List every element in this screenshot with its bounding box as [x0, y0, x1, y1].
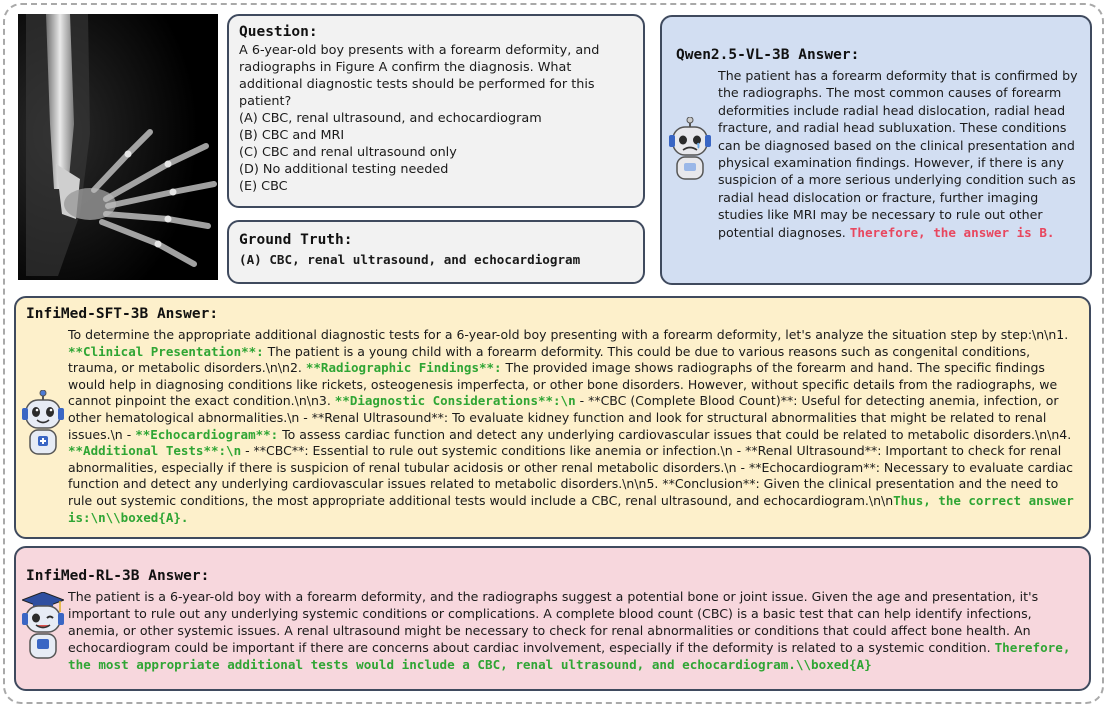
- option-c: (C) CBC and renal ultrasound only: [239, 145, 457, 160]
- robot-icon: [22, 390, 64, 462]
- question-text: A 6-year-old boy presents with a forearm deformity, and radiographs in Figure A confirm the diagnosis. What additional diagnostic tests should be performed for this patient?: [239, 43, 600, 109]
- qwen-conclusion: Therefore, the answer is B.: [849, 224, 1055, 240]
- sft-conclusion: Thus, the correct answer is:\n\\boxed{A}.: [68, 492, 1074, 525]
- sft-title: InfiMed-SFT-3B Answer:: [26, 306, 219, 322]
- sft-answer-text: To determine the appropriate additional diagnostic tests for a 6-year-old boy presenting with a forearm deformity, let's analyze the situation step by step:\n\n1. **Clinical Presentation**: The patient is a young child with a forearm deformity. This could be due to various reasons such as congenital conditions, trauma, or metabolic disorders.\n\n2. **Radiographic Findings**: The provided image shows radiographs of the forearm and hand. The specific findings would help in diagnosing conditions like rickets, osteogenesis imperfecta, or other bone disorders. However, without specific details from the radiographs, we cannot pinpoint the exact condition.\n\n3. **Diagnostic Considerations**:\n - **CBC (Complete Blood Count)**: Useful for detecting anemia, infection, or other hematological abnormalities.\n - **Renal Ultrasound**: To evaluate kidney function and look for structural abnormalities that might be related to renal issues.\n - **Echocardiogram**: To assess cardiac function and detect any underlying cardiovascular issues that could be related to metabolic disorders.\n\n4. **Additional Tests**:\n - **CBC**: Essential to rule out systemic conditions like anemia or infection.\n - **Renal Ultrasound**: Important to check for renal abnormalities, especially if there is suspicion of renal tubular acidosis or other renal metabolic disorders.\n - **Echocardiogram**: Necessary to evaluate cardiac function and detect any underlying cardiovascular issues related to metabolic disorders.\n\n5. **Conclusion**: Given the clinical presentation and the need to rule out systemic conditions, the most appropriate additional tests would include a CBC, renal ultrasound, and echocardiogram.\n\nThus, the correct answer is:\n\\boxed{A}.: [68, 327, 1074, 525]
- question-box: [227, 14, 645, 208]
- ground-truth-answer: (A) CBC, renal ultrasound, and echocardiogram: [239, 252, 581, 267]
- sft-highlight-clinical: **Clinical Presentation**:: [68, 343, 264, 359]
- graduate-robot-icon: [22, 592, 64, 664]
- qwen-answer-box: [660, 15, 1092, 285]
- rl-answer-text: The patient is a 6-year-old boy with a forearm deformity, and the radiographs suggest a potential bone or joint issue. Given the age and presentation, it's important to rule out any underlying systemic conditions or complications. A complete blood count (CBC) is a basic test that can help identify infections, anemia, or other systemic issues. A renal ultrasound might be necessary to check for renal abnormalities or conditions that could affect bone health. An echocardiogram could be important if there are concerns about cardiac involvement, especially if the deformity is related to a systemic condition. Therefore, the most appropriate additional tests would include a CBC, renal ultrasound, and echocardiogram.\\boxed{A}: [68, 589, 1071, 672]
- ground-truth-box: [227, 220, 645, 284]
- sft-highlight-radiographic: **Radiographic Findings**:: [305, 360, 502, 376]
- sft-answer-box: [14, 296, 1091, 539]
- option-e: (E) CBC: [239, 179, 288, 194]
- rl-answer-box: [14, 546, 1091, 691]
- sad-robot-icon: [668, 117, 712, 187]
- qwen-title: Qwen2.5-VL-3B Answer:: [676, 47, 860, 63]
- sft-highlight-echo: **Echocardiogram**:: [135, 426, 279, 442]
- qwen-answer-text: The patient has a forearm deformity that is confirmed by the radiographs. The most common causes of forearm deformities include radial head dislocation, radial head fracture, and radial head subluxation. These conditions can be diagnosed based on the clinical presentation and physical examination findings. However, if there is any suspicion of a more serious underlying condition such as radial head dislocation or fracture, further imaging studies like MRI may be necessary to rule out other potential diagnoses. Therefore, the answer is B.: [718, 68, 1078, 240]
- option-d: (D) No additional testing needed: [239, 162, 449, 177]
- rl-conclusion: Therefore, the most appropriate additional tests would include a CBC, renal ultrasound, and echocardiogram.\\boxed{A}: [68, 640, 1071, 672]
- sft-highlight-additional: **Additional Tests**:\n: [68, 443, 242, 459]
- question-title: Question:: [239, 24, 318, 40]
- rl-title: InfiMed-RL-3B Answer:: [26, 568, 210, 584]
- option-b: (B) CBC and MRI: [239, 128, 345, 143]
- option-a: (A) CBC, renal ultrasound, and echocardiogram: [239, 111, 542, 126]
- ground-truth-title: Ground Truth:: [239, 232, 353, 248]
- sft-highlight-diagnostic: **Diagnostic Considerations**:\n: [334, 393, 576, 409]
- radiograph-image: [18, 14, 218, 280]
